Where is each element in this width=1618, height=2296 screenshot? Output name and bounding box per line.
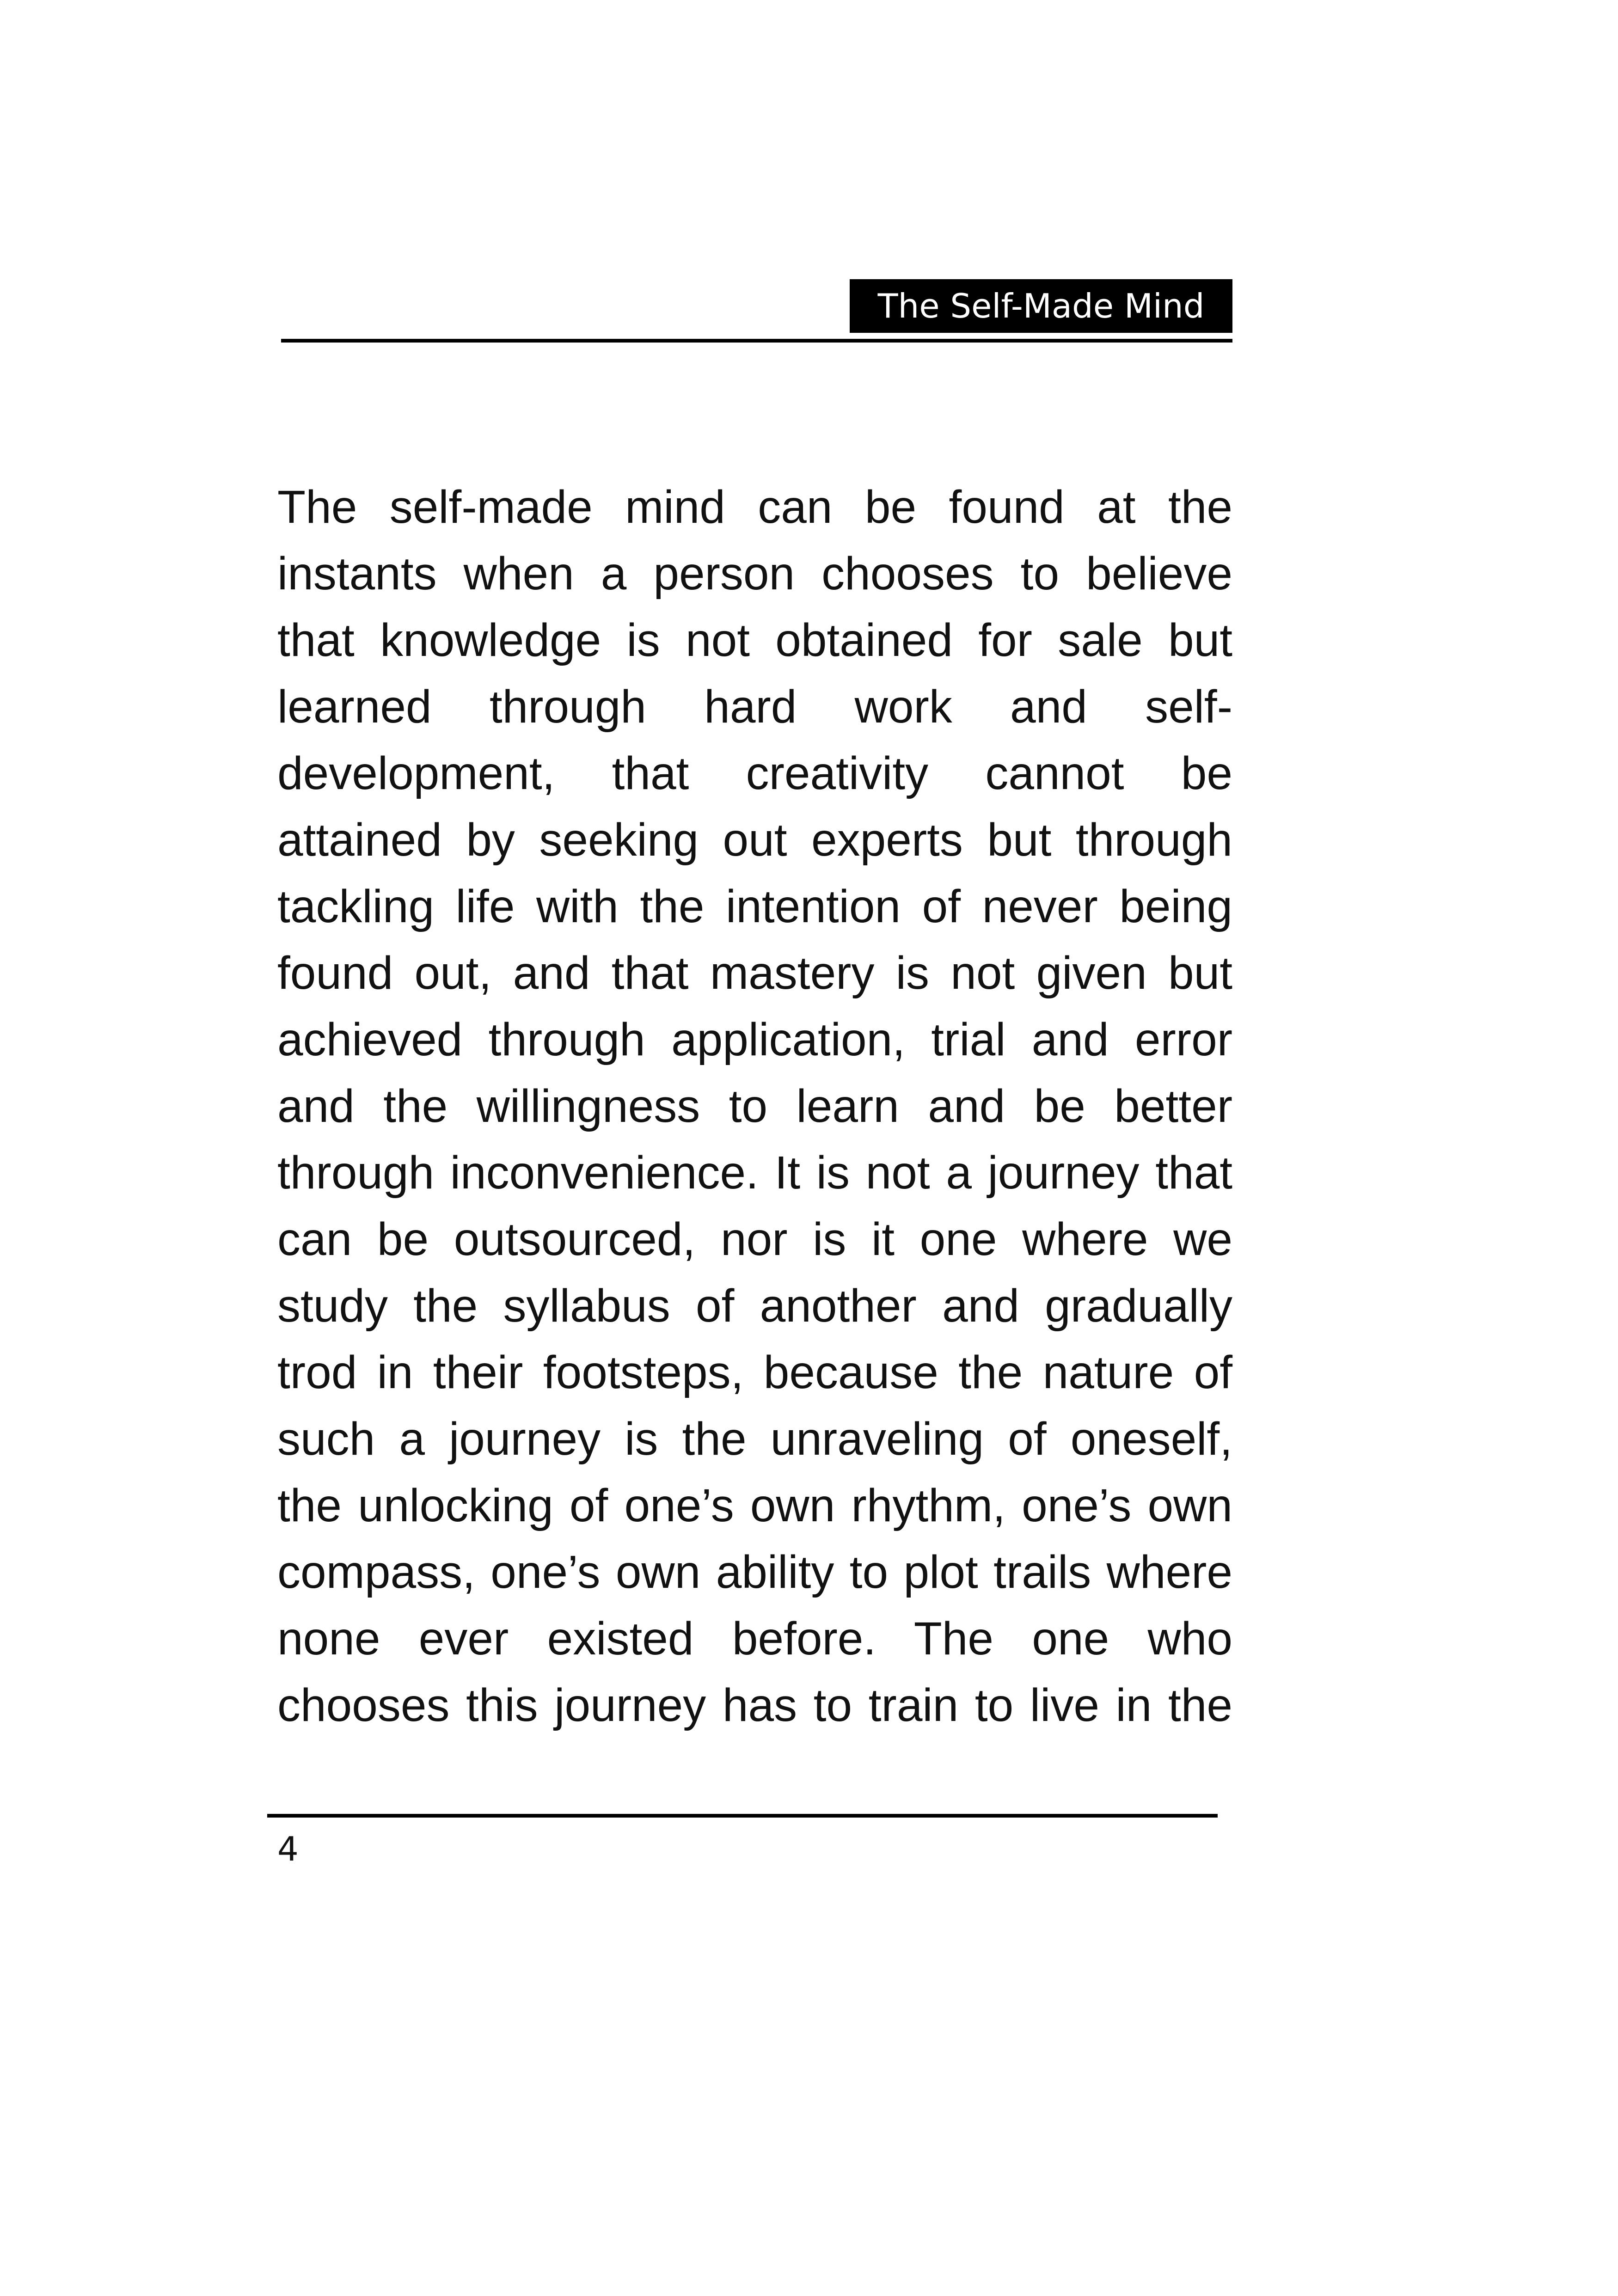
text-line: found out, and that mastery is not given but — [277, 947, 1232, 999]
text-line: tackling life with the intention of never being — [277, 881, 1232, 932]
text-line: none ever existed before. The one who — [277, 1613, 1232, 1665]
text-line: study the syllabus of another and gradually — [277, 1280, 1232, 1332]
text-line: development, that creativity cannot be — [277, 747, 1232, 799]
page-number: 4 — [277, 1830, 299, 1868]
text-line: The self-made mind can be found at the — [277, 481, 1232, 533]
text-line: attained by seeking out experts but through — [277, 814, 1232, 866]
text-line: through inconvenience. It is not a journey that — [277, 1147, 1232, 1199]
text-line: such a journey is the unraveling of oneself, — [277, 1413, 1232, 1465]
text-line: that knowledge is not obtained for sale but — [277, 614, 1232, 666]
text-line: and the willingness to learn and be better — [277, 1080, 1232, 1132]
text-line: learned through hard work and self- — [277, 681, 1232, 733]
text-line: trod in their footsteps, because the nature of — [277, 1347, 1232, 1398]
text-line: compass, one’s own ability to plot trails where — [277, 1546, 1232, 1598]
text-line: instants when a person chooses to believe — [277, 548, 1232, 600]
text-line: the unlocking of one’s own rhythm, one’s own — [277, 1480, 1232, 1531]
text-line: chooses this journey has to train to live in the — [277, 1679, 1232, 1731]
text-line: achieved through application, trial and error — [277, 1014, 1232, 1065]
body-paragraph — [277, 474, 1232, 1739]
text-line: can be outsourced, nor is it one where we — [277, 1213, 1232, 1265]
running-header-title: The Self-Made Mind — [850, 279, 1232, 333]
header-divider — [281, 339, 1232, 343]
footer-divider — [267, 1814, 1218, 1818]
